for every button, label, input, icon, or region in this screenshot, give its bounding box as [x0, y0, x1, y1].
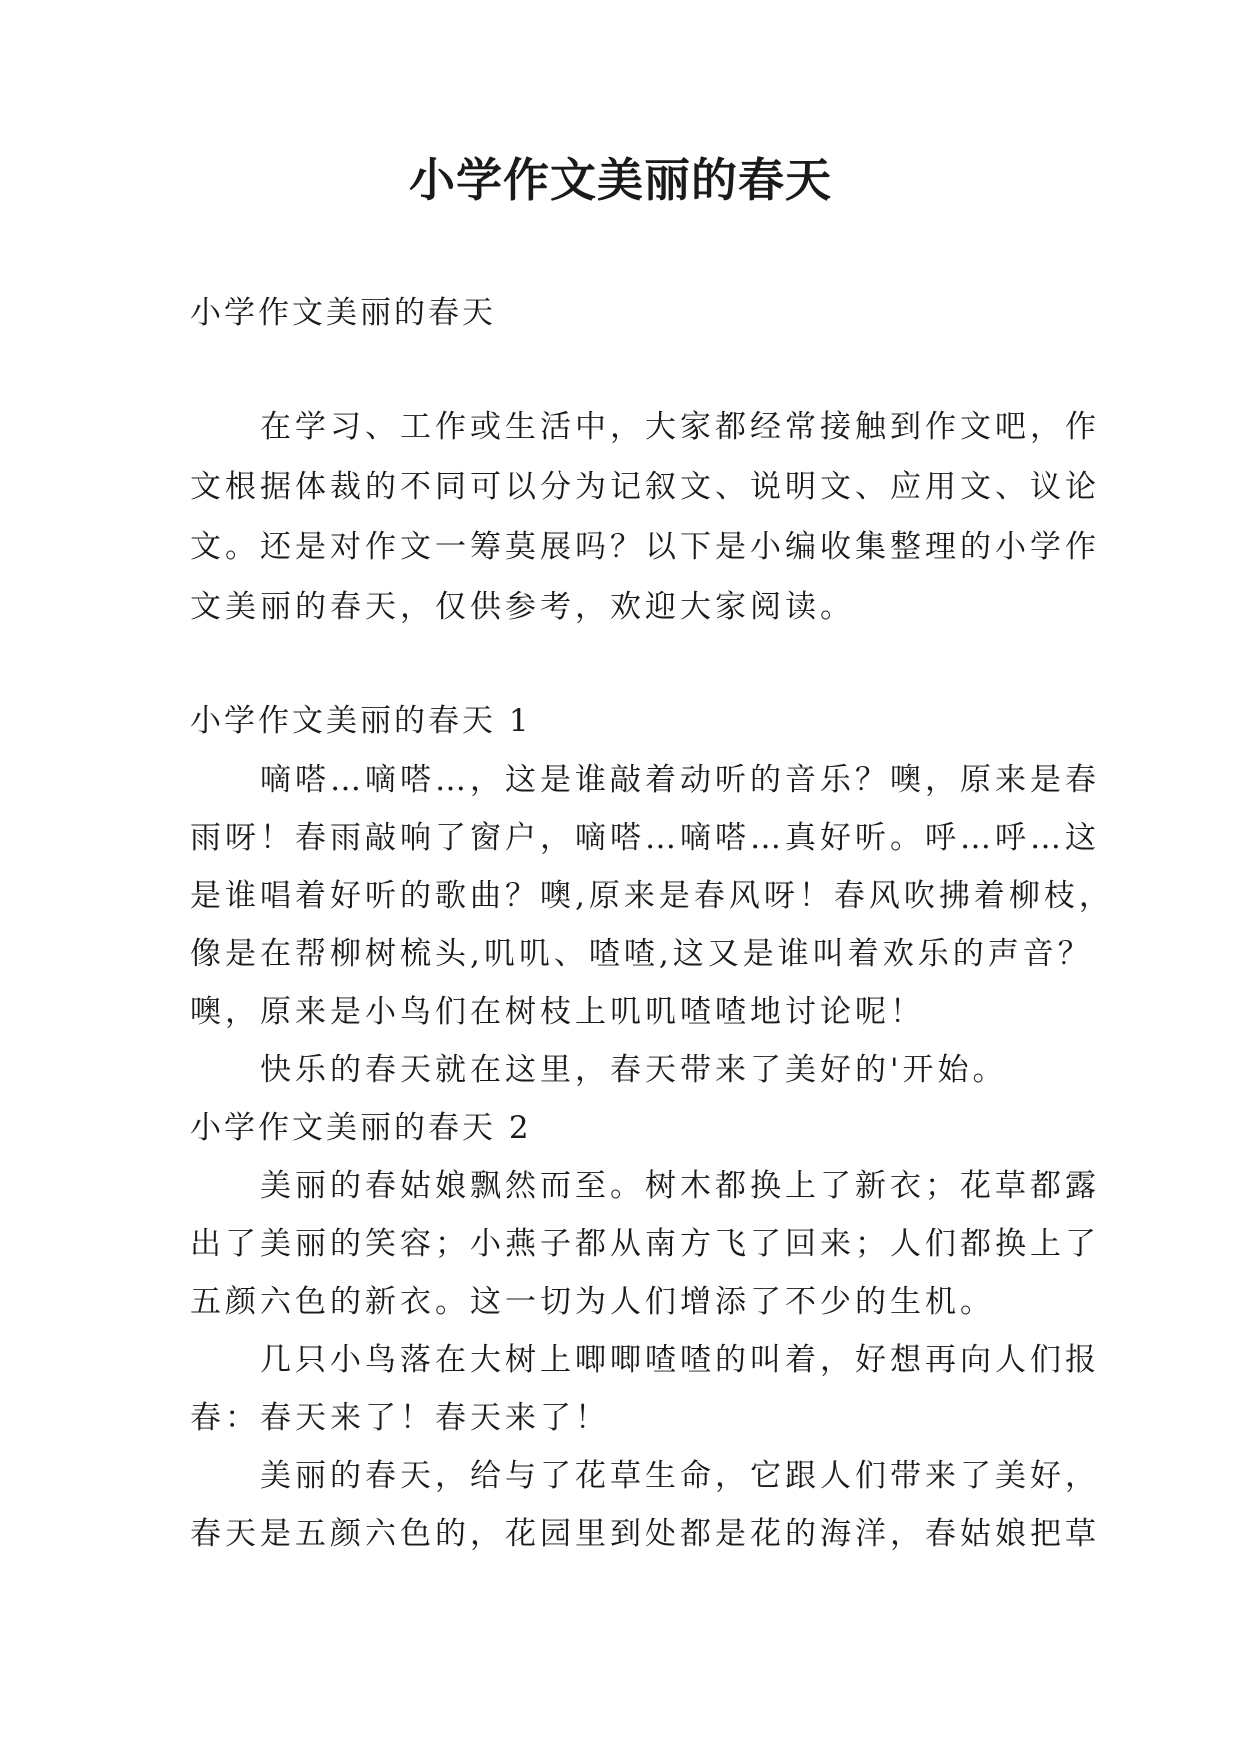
paragraph-line: 美丽的春姑娘飘然而至。树木都换上了新衣；花草都露	[190, 1168, 1100, 1204]
paragraph-line: 噢，原来是小鸟们在树枝上叽叽喳喳地讨论呢！	[190, 994, 925, 1030]
paragraph-line: 嘀嗒…嘀嗒…，这是谁敲着动听的音乐？噢，原来是春	[190, 762, 1100, 798]
paragraph-line: 出了美丽的笑容；小燕子都从南方飞了回来；人们都换上了	[190, 1226, 1100, 1262]
paragraph-line: 在学习、工作或生活中，大家都经常接触到作文吧，作	[190, 409, 1100, 445]
paragraph-line: 美丽的春天，给与了花草生命，它跟人们带来了美好，	[190, 1458, 1100, 1494]
paragraph-line: 文美丽的春天，仅供参考，欢迎大家阅读。	[190, 589, 855, 625]
paragraph-line: 文根据体裁的不同可以分为记叙文、说明文、应用文、议论	[190, 469, 1100, 505]
paragraph-line: 快乐的春天就在这里，春天带来了美好的'开始。	[190, 1052, 1008, 1088]
paragraph-line: 春：春天来了！春天来了！	[190, 1400, 610, 1436]
paragraph-line: 雨呀！春雨敲响了窗户，嘀嗒…嘀嗒…真好听。呼…呼…这	[190, 820, 1100, 856]
section-heading: 小学作文美丽的春天 2	[190, 1110, 532, 1146]
paragraph-line: 几只小鸟落在大树上唧唧喳喳的叫着，好想再向人们报	[190, 1342, 1100, 1378]
document-subtitle: 小学作文美丽的春天	[190, 295, 496, 331]
paragraph-line: 五颜六色的新衣。这一切为人们增添了不少的生机。	[190, 1284, 995, 1320]
paragraph-line: 文。还是对作文一筹莫展吗？以下是小编收集整理的小学作	[190, 529, 1100, 565]
paragraph-line: 是谁唱着好听的歌曲？噢,原来是春风呀！春风吹拂着柳枝，	[190, 878, 1114, 914]
section-heading: 小学作文美丽的春天 1	[190, 703, 532, 739]
document-title: 小学作文美丽的春天	[409, 153, 832, 207]
paragraph-line: 春天是五颜六色的，花园里到处都是花的海洋，春姑娘把草	[190, 1516, 1100, 1552]
paragraph-line: 像是在帮柳树梳头,叽叽、喳喳,这又是谁叫着欢乐的声音？	[190, 936, 1093, 972]
